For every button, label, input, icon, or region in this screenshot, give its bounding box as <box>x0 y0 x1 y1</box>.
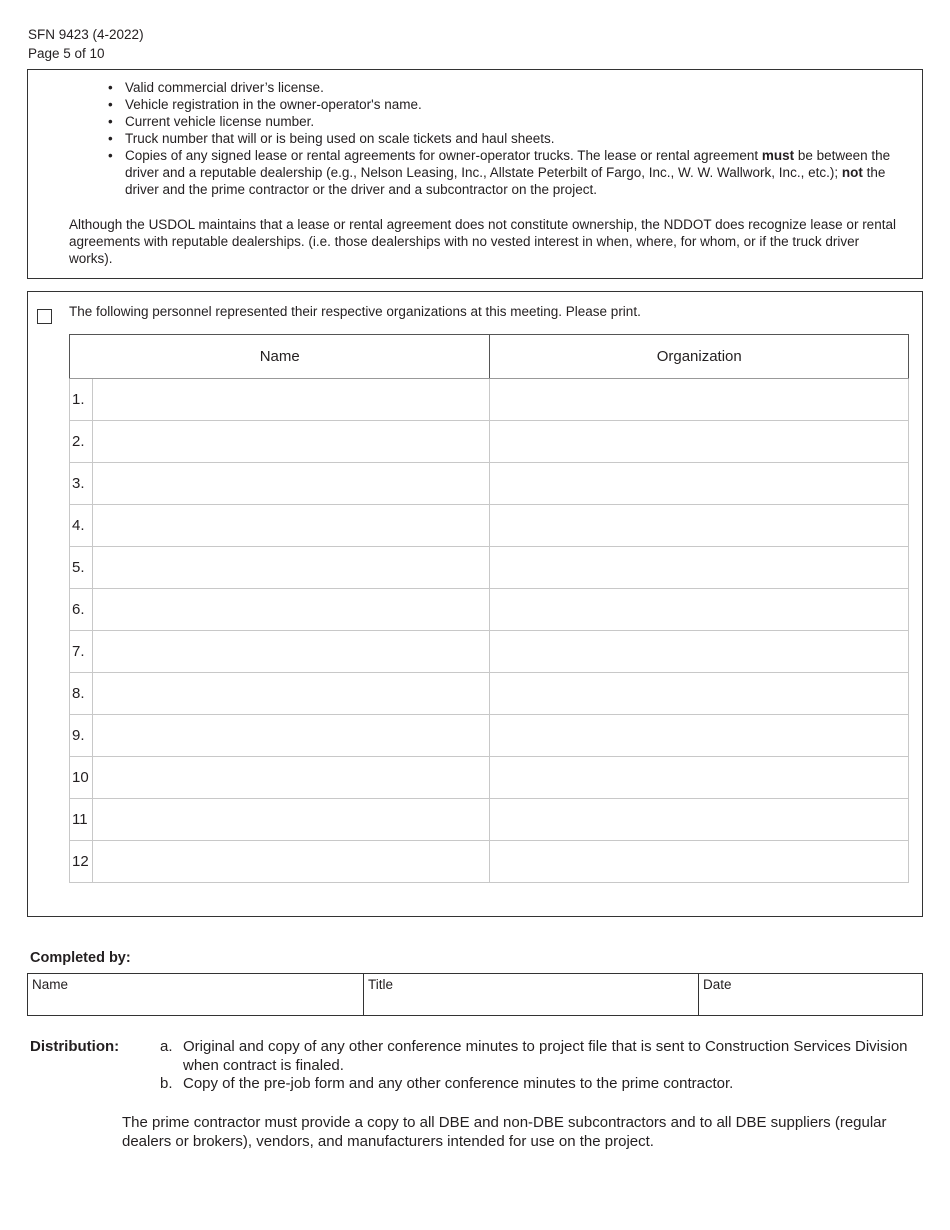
completed-by-label: Completed by: <box>30 950 131 966</box>
row-number: 5. <box>70 547 93 589</box>
organization-input-cell[interactable] <box>490 715 909 757</box>
organization-input-cell[interactable] <box>490 757 909 799</box>
table-row <box>70 547 909 589</box>
row-number: 8. <box>70 673 93 715</box>
organization-input-cell[interactable] <box>490 631 909 673</box>
organization-input-cell[interactable] <box>490 379 909 421</box>
completed-name-label: Name <box>32 977 69 992</box>
table-row <box>70 379 909 421</box>
row-number: 6. <box>70 589 93 631</box>
table-row <box>70 841 909 883</box>
lease-text-not: not <box>841 165 863 180</box>
row-number: 1. <box>70 379 93 421</box>
distribution-mark: b. <box>160 1075 173 1092</box>
organization-input-cell[interactable] <box>490 421 909 463</box>
distribution-text: Copy of the pre-job form and any other conference minutes to the prime contractor. <box>183 1075 734 1092</box>
table-row <box>70 715 909 757</box>
organization-input-cell[interactable] <box>490 589 909 631</box>
organization-input-cell[interactable] <box>490 505 909 547</box>
row-number: 3. <box>70 463 93 505</box>
organization-column-header: Organization <box>490 335 909 379</box>
name-input-cell[interactable] <box>92 421 489 463</box>
name-input-cell[interactable] <box>92 799 489 841</box>
lease-text-mid: be between the driver and a reputable dealership (e.g., Nelson Leasing, Inc., Allstate Peterbilt of Fargo, Inc., W. W. Wallwork, Inc., etc.); <box>125 148 891 180</box>
name-input-cell[interactable] <box>92 841 489 883</box>
completed-date-field[interactable] <box>699 974 922 1015</box>
distribution-item-b <box>160 1075 920 1094</box>
completed-date-label: Date <box>703 977 732 992</box>
table-row <box>70 589 909 631</box>
name-input-cell[interactable] <box>92 379 489 421</box>
table-row <box>70 463 909 505</box>
list-item: • Current vehicle license number. <box>125 113 905 130</box>
page-number: Page 5 of 10 <box>28 46 105 61</box>
table-row <box>70 505 909 547</box>
completed-title-field[interactable] <box>364 974 699 1015</box>
table-row <box>70 421 909 463</box>
name-input-cell[interactable] <box>92 589 489 631</box>
distribution-label: Distribution: <box>30 1038 120 1055</box>
name-column-header: Name <box>70 335 490 379</box>
completed-name-field[interactable] <box>28 974 364 1015</box>
distribution-text: Original and copy of any other conference minutes to project file that is sent to Construction Services Division when contract is finaled. <box>183 1038 908 1074</box>
completed-by-row <box>27 973 923 1016</box>
name-input-cell[interactable] <box>92 547 489 589</box>
list-item: • Valid commercial driver’s license. <box>125 79 905 96</box>
lease-text-pre: Copies of any signed lease or rental agreements for owner-operator trucks. The lease or rental agreement <box>125 148 762 163</box>
lease-text-must: must <box>761 148 795 163</box>
usdol-paragraph: Although the USDOL maintains that a lease or rental agreement does not constitute ownership, the NDDOT does recognize lease or rental agreements with reputable dealerships. (i.e. those dealerships with no vested interest in when, where, for whom, or if the truck driver works). <box>69 217 896 266</box>
name-input-cell[interactable] <box>92 715 489 757</box>
row-number: 4. <box>70 505 93 547</box>
form-number: SFN 9423 (4-2022) <box>28 27 144 42</box>
table-row <box>70 673 909 715</box>
name-input-cell[interactable] <box>92 757 489 799</box>
requirements-list <box>125 79 905 198</box>
organization-input-cell[interactable] <box>490 799 909 841</box>
distribution-list <box>160 1038 920 1094</box>
lease-text-post: the driver and the prime contractor or the driver and a subcontractor on the project. <box>125 165 886 197</box>
personnel-checkbox[interactable] <box>37 309 52 324</box>
distribution-note: The prime contractor must provide a copy to all DBE and non-DBE subcontractors and to all DBE suppliers (regular dealers or brokers), vendors, and manufacturers intended for use on the project. <box>122 1114 887 1150</box>
organization-input-cell[interactable] <box>490 547 909 589</box>
row-number: 12 <box>70 841 93 883</box>
distribution-mark: a. <box>160 1038 173 1055</box>
row-number: 10 <box>70 757 93 799</box>
row-number: 11 <box>70 799 93 841</box>
row-number: 7. <box>70 631 93 673</box>
name-input-cell[interactable] <box>92 505 489 547</box>
personnel-instruction: The following personnel represented their respective organizations at this meeting. Please print. <box>69 304 641 319</box>
table-row <box>70 757 909 799</box>
organization-input-cell[interactable] <box>490 841 909 883</box>
organization-input-cell[interactable] <box>490 463 909 505</box>
list-item: • Truck number that will or is being used on scale tickets and haul sheets. <box>125 130 905 147</box>
list-item <box>125 147 905 198</box>
completed-title-label: Title <box>368 977 394 992</box>
table-row <box>70 631 909 673</box>
row-number: 2. <box>70 421 93 463</box>
personnel-table <box>69 334 909 883</box>
distribution-item-a <box>160 1038 920 1075</box>
row-number: 9. <box>70 715 93 757</box>
name-input-cell[interactable] <box>92 673 489 715</box>
list-item: • Vehicle registration in the owner-operator's name. <box>125 96 905 113</box>
personnel-box <box>27 291 923 917</box>
requirements-box <box>27 69 923 279</box>
table-row <box>70 799 909 841</box>
organization-input-cell[interactable] <box>490 673 909 715</box>
personnel-table-body <box>70 379 909 883</box>
name-input-cell[interactable] <box>92 463 489 505</box>
name-input-cell[interactable] <box>92 631 489 673</box>
